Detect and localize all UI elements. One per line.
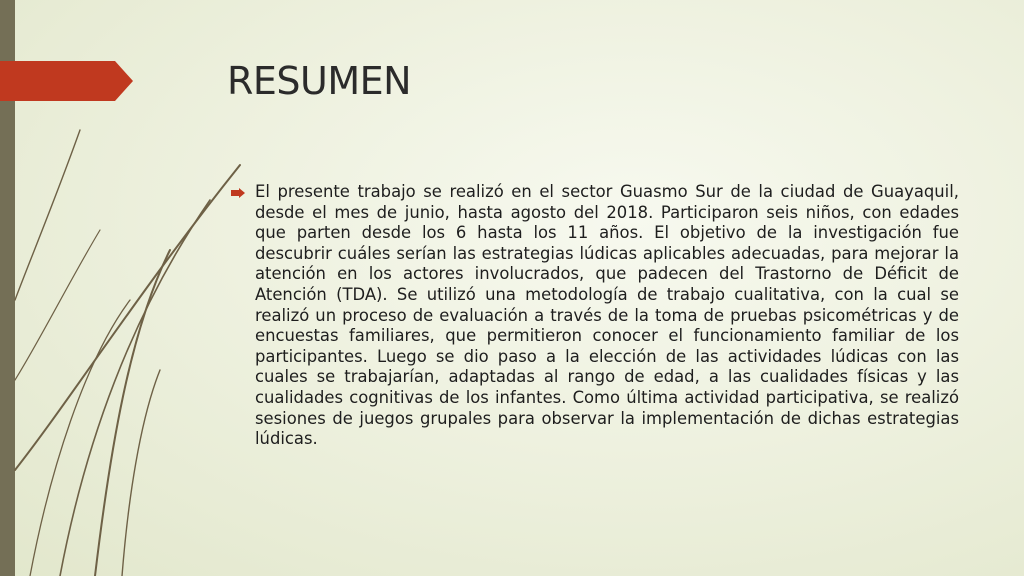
bullet-text: El presente trabajo se realizó en el sector Guasmo Sur de la ciudad de Guayaquil, desde el mes de junio, hasta agosto del 2018. Participaron seis niños, con edades que parten desde los 6 hasta los 11 años. El objetivo de la investigación fue descubrir cuáles serían las estrategias lúdicas aplicables adecuadas, para mejorar la atención en los actores involucrados, que padecen del Trastorno de Déficit de Atención (TDA). Se utilizó una metodología de trabajo cualitativa, con la cual se realizó un proceso de evaluación a través de la toma de pruebas psicométricas y de encuestas familiares, que permitieron conocer el funcionamiento familiar de los participantes. Luego se dio paso a la elección de las actividades lúdicas con las cuales se trabajarían, adaptadas al rango de edad, a las cualidades físicas y las cualidades cognitivas de los infantes. Como última actividad participativa, se realizó sesiones de juegos grupales para observar la implementación de dichas estrategias lúdicas. [255,182,959,449]
slide-title: RESUMEN [227,59,412,103]
arrow-bullet-icon [231,188,245,198]
bullet-item [229,182,959,450]
bullet-list [229,182,959,450]
